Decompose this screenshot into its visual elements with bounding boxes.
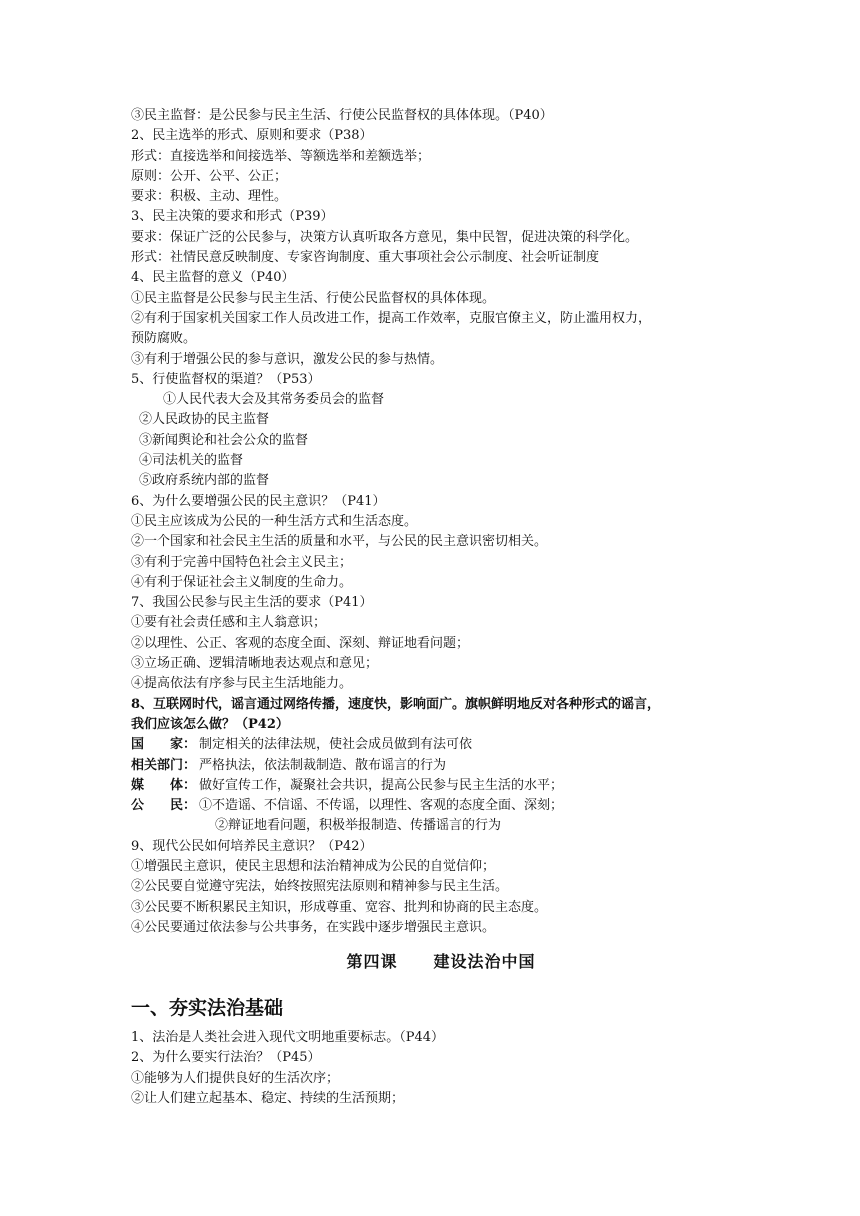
question-heading: 2、为什么要实行法治？（P45） [131,1050,321,1066]
role-text: 制定相关的法律法规，使社会成员做到有法可依 [199,737,473,753]
question-heading: 9、现代公民如何培养民主意识？（P42） [131,838,373,854]
text-line: ②人民政协的民主监督 [139,412,270,428]
role-item-state [131,735,751,755]
text-line: ③有利于完善中国特色社会主义民主； [131,554,353,570]
chapter-name: 建设法治中国 [433,952,536,972]
role-item-citizen-continued: ②辩证地看问题，积极举报制造、传播谣言的行为 [215,818,502,834]
role-text: 做好宣传工作，凝聚社会共识，提高公民参与民主生活的水平； [199,777,564,793]
role-label: 国 家： [131,737,197,753]
question-heading: 7、我国公民参与民主生活的要求（P41） [131,595,373,611]
question-heading: 2、民主选举的形式、原则和要求（P38） [131,128,373,144]
text-line: ②让人们建立起基本、稳定、持续的生活预期； [131,1091,405,1107]
text-line: ④有利于保证社会主义制度的生命力。 [131,574,353,590]
bold-question-heading: 我们应该怎么做？（P42） [131,716,289,732]
text-line: ③民主监督：是公民参与民主生活、行使公民监督权的具体体现。（P40） [131,108,553,123]
text-line: ④公民要通过依法参与公共事务，在实践中逐步增强民主意识。 [131,919,496,935]
text-line: 形式：社情民意反映制度、专家咨询制度、重大事项社会公示制度、社会听证制度 [131,250,600,266]
text-line: ②一个国家和社会民主生活的质量和水平，与公民的民主意识密切相关。 [131,534,548,550]
chapter-title [131,942,751,978]
text-line: ①能够为人们提供良好的生活次序； [131,1070,340,1086]
question-heading: 4、民主监督的意义（P40） [131,270,295,286]
document-page [131,106,751,1109]
text-line: ①人民代表大会及其常务委员会的监督 [163,392,385,408]
text-line: ③新闻舆论和社会公众的监督 [139,432,309,448]
role-label: 相关部门： [131,757,197,773]
text-line: 要求：积极、主动、理性。 [131,189,288,205]
text-line: ③公民要不断积累民主知识，形成尊重、宽容、批判和协商的民主态度。 [131,899,548,915]
bold-question-heading: 8、互联网时代，谣言通过网络传播，速度快，影响面广。旗帜鲜明地反对各种形式的谣言， [131,696,661,712]
text-line: ②公民要自觉遵守宪法，始终按照宪法原则和精神参与民主生活。 [131,879,509,895]
role-item-media [131,776,751,796]
role-label: 媒 体： [131,777,197,793]
role-text: ①不造谣、不信谣、不传谣，以理性、客观的态度全面、深刻； [199,798,564,814]
text-line: ③立场正确、逻辑清晰地表达观点和意见； [131,656,379,672]
role-text: 严格执法，依法制裁制造、散布谣言的行为 [199,757,447,773]
question-heading: 5、行使监督权的渠道？（P53） [131,371,321,387]
chapter-number: 第四课 [346,952,398,972]
section-title: 一、夯实法治基础 [131,997,284,1020]
text-line: ①民主应该成为公民的一种生活方式和生活态度。 [131,513,418,529]
text-line: ④提高依法有序参与民主生活地能力。 [131,676,353,692]
text-line: ①增强民主意识，使民主思想和法治精神成为公民的自觉信仰； [131,858,496,874]
text-line: ②以理性、公正、客观的态度全面、深刻、辩证地看问题； [131,635,470,651]
role-label: 公 民： [131,798,197,814]
text-line: ⑤政府系统内部的监督 [139,473,270,489]
text-line: ②有利于国家机关国家工作人员改进工作，提高工作效率，克服官僚主义，防止滥用权力， [131,310,652,326]
text-line: 要求：保证广泛的公民参与，决策方认真听取各方意见，集中民智，促进决策的科学化。 [131,229,639,245]
role-item-departments [131,756,751,776]
text-line: ④司法机关的监督 [139,453,244,469]
question-heading: 3、民主决策的要求和形式（P39） [131,209,334,225]
text-line: 1、法治是人类社会进入现代文明地重要标志。（P44） [131,1030,445,1046]
text-line: ③有利于增强公民的参与意识，激发公民的参与热情。 [131,351,444,367]
question-heading: 6、为什么要增强公民的民主意识？（P41） [131,493,386,509]
text-line: ①要有社会责任感和主人翁意识； [131,615,327,631]
text-line: 预防腐败。 [131,331,197,347]
text-line: ①民主监督是公民参与民主生活、行使公民监督权的具体体现。 [131,290,496,306]
role-item-citizen [131,796,751,816]
text-line: 形式：直接选举和间接选举、等额选举和差额选举； [131,148,431,164]
text-line: 原则：公开、公平、公正； [131,168,288,184]
